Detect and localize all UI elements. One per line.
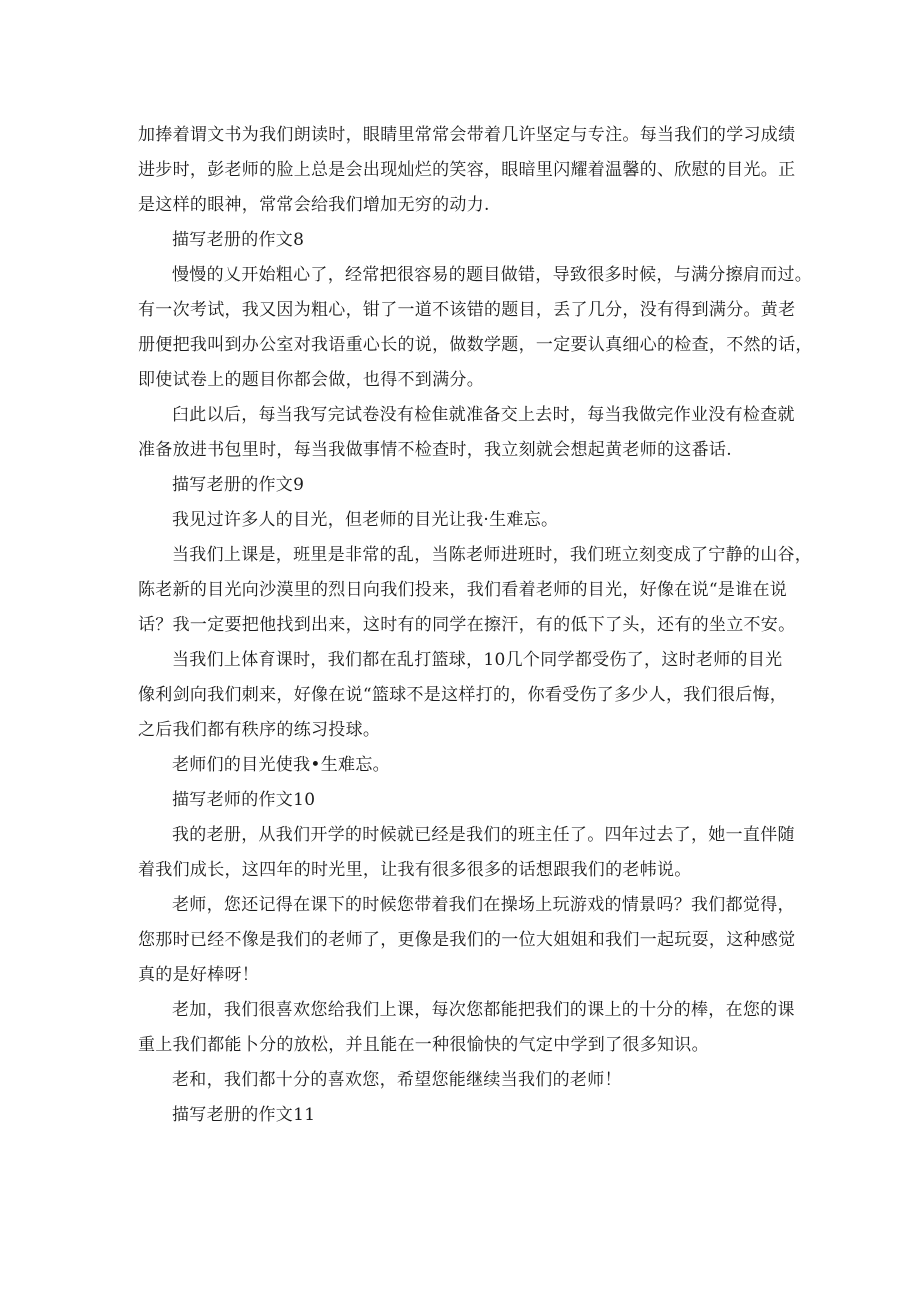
text-line: 重上我们都能卜分的放松，并且能在一种很愉快的气定中学到了很多知识。 [138,1035,709,1055]
text-line: 描写老册的作文11 [172,1105,316,1125]
text-line: 话？我一定要把他找到出来，这时有的同学在擦汗，有的低下了头，还有的坐立不安。 [138,615,796,635]
text-line: 描写老师的作文10 [172,790,316,810]
text-line: 老加，我们很喜欢您给我们上课，每次您都能把我们的课上的十分的棒，在您的课 [172,1000,795,1020]
text-line: 即使试卷上的题目你都会做，也得不到满分。 [138,370,484,390]
text-line: 有一次考试，我又因为粗心，钳了一道不该错的题目，丢了几分，没有得到满分。黄老 [138,300,796,320]
text-line: 慢慢的乂开始粗心了，经常把很容易的题目做错，导致很多时候，与满分擦肩而过。 [172,265,813,285]
text-line: 您那时已经不像是我们的老师了，更像是我们的一位大姐姐和我们一起玩耍，这种感觉 [138,930,796,950]
text-line: 加捧着谓文书为我们朗读时，眼睛里常常会带着几许坚定与专注。每当我们的学习成绩 [138,125,796,145]
text-line: 我的老册，从我们开学的时候就已经是我们的班主任了。四年过去了，她一直伴随 [172,825,795,845]
document-body [138,118,813,1133]
text-line: 是这样的眼神，常常会给我们增加无穷的动力. [138,195,490,215]
text-line: 当我们上体育课时，我们都在乱打篮球，10几个同学都受伤了，这时老师的目光 [172,650,783,670]
text-line: 当我们上课是，班里是非常的乱，当陈老师进班时，我们班立刻变成了宁静的山谷， [172,545,813,565]
text-line: 像利剑向我们刺来，好像在说“篮球不是这样打的，你看受伤了多少人，我们很后悔， [138,685,788,705]
text-line: 描写老册的作文8 [172,230,305,250]
text-line: 着我们成长，这四年的时光里，让我有很多很多的话想跟我们的老帏说。 [138,860,692,880]
text-line: 描写老册的作文9 [172,475,305,495]
text-line: 册便把我叫到办公室对我语重心长的说，做数学题，一定要认真细心的检查，不然的话， [138,335,813,355]
text-line: 进步时，彭老师的脸上总是会出现灿烂的笑容，眼暗里闪耀着温馨的、欣慰的目光。正 [138,160,796,180]
text-line: 之后我们都有秩序的练习投球。 [138,720,381,740]
text-line: 真的是好棒呀！ [138,965,260,985]
text-line: 臼此以后，每当我写完试卷没有检隹就准备交上去时，每当我做完作业没有检查就 [172,405,795,425]
text-line: 陈老新的目光向沙漠里的烈日向我们投来，我们看着老师的目光，好像在说“是谁在说 [138,580,788,600]
text-line: 老和，我们都十分的喜欢您，希望您能继续当我们的老师！ [172,1070,622,1090]
text-line: 准备放进书包里时，每当我做事情不检查时，我立刻就会想起黄老师的这番话. [138,440,732,460]
text-line: 我见过许多人的目光，但老师的目光让我·生难忘。 [172,510,559,530]
text-line: 老师们的目光使我•生难忘。 [172,755,390,775]
text-line: 老师，您还记得在课下的时候您带着我们在操场上玩游戏的情景吗？我们都觉得， [172,895,795,915]
